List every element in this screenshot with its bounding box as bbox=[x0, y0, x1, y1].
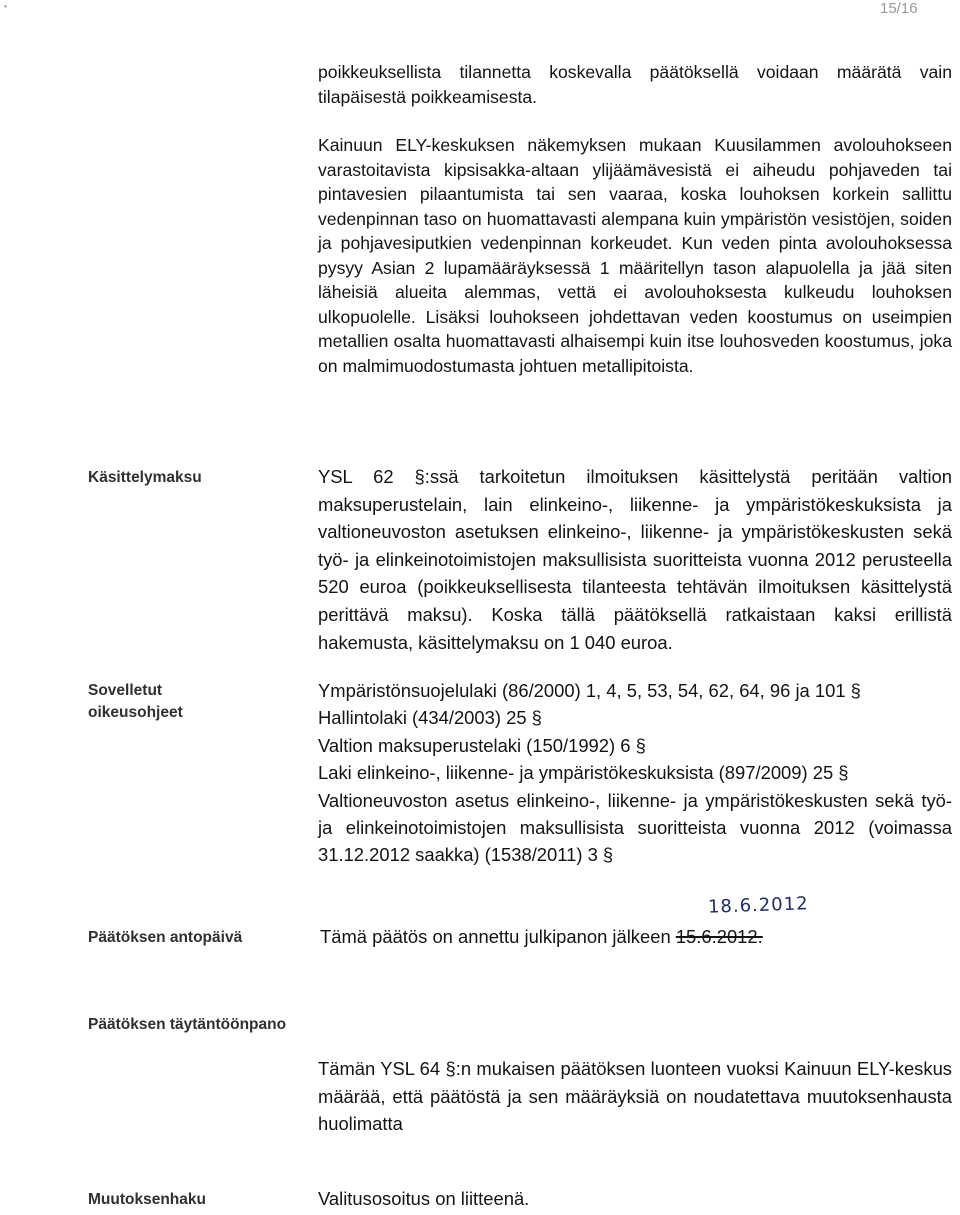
law-item: Ympäristönsuojelulaki (86/2000) 1, 4, 5, 53, 54, 62, 64, 96 ja 101 § bbox=[318, 680, 861, 701]
appeal-heading: Muutoksenhaku bbox=[88, 1191, 206, 1208]
decision-date-line bbox=[320, 926, 763, 948]
applied-law-heading bbox=[88, 680, 183, 724]
law-item: Valtioneuvoston asetus elinkeino-, liikenne- ja ympäristökeskusten sekä työ- ja elinkeinotoimistojen maksullisista suoritteista vuonna 2012 (voimassa 31.12.2012 saakka) (1538/2011) 3 § bbox=[318, 789, 952, 866]
appeal-text: Valitusosoitus on liitteenä. bbox=[318, 1188, 530, 1209]
continuation-paragraph: poikkeuksellista tilannetta koskevalla päätöksellä voidaan määrätä vain tilapäisestä poikkeamisesta. bbox=[318, 62, 952, 107]
enforcement-paragraph: Tämän YSL 64 §:n mukaisen päätöksen luonteen vuoksi Kainuun ELY-keskus määrää, että päätöstä ja sen määräyksiä on noudatettava muutoksenhausta huolimatta bbox=[318, 1058, 952, 1135]
scan-speck: • bbox=[4, 2, 7, 11]
applied-law-heading-line-2: oikeusohjeet bbox=[88, 704, 183, 721]
decision-date-heading: Päätöksen antopäivä bbox=[88, 929, 243, 946]
law-item: Valtion maksuperustelaki (150/1992) 6 § bbox=[318, 734, 646, 756]
fee-heading: Käsittelymaksu bbox=[88, 469, 202, 486]
law-item: Hallintolaki (434/2003) 25 § bbox=[318, 707, 542, 729]
struck-date: 15.6.2012. bbox=[675, 926, 763, 947]
enforcement-heading: Päätöksen täytäntöönpano bbox=[88, 1016, 287, 1033]
applied-law-heading-line-1: Sovelletut bbox=[88, 682, 163, 699]
law-item: Laki elinkeino-, liikenne- ja ympäristökeskuksista (897/2009) 25 § bbox=[318, 762, 849, 784]
ely-statement-paragraph: Kainuun ELY-keskuksen näkemyksen mukaan Kuusilammen avolouhokseen varastoitavista kipsisakka-altaan ylijäämävesistä ei aiheudu pohjaveden tai pintavesien pilaantumista tai sen vaaraa, koska louhoksen korkein sallittu vedenpinnan taso on huomattavasti alempana kuin ympäristön vesistöjen, soiden ja pohjavesiputkien vedenpinnan korkeudet. Kun veden pinta avolouhoksessa pysyy Asian 2 lupamääräyksessä 1 määritellyn tason alapuolella ja jää siten läheisiä alueita alemmas, vettä ei avolouhoksesta kulkeudu louhoksen ulkopuolelle. Lisäksi louhokseen johdettavan veden koostumus on useimpien metallien osalta huomattavasti alhaisempi kuin itse louhosveden koostumus, joka on malmimuodostumasta johtuen metallipitoista. bbox=[318, 135, 952, 376]
handwritten-date: 18.6.2012 bbox=[707, 893, 809, 918]
fee-paragraph: YSL 62 §:ssä tarkoitetun ilmoituksen käsittelystä peritään valtion maksuperustelain, lain elinkeino-, liikenne- ja ympäristökeskuksista ja valtioneuvoston asetuksen elinkeino-, liikenne- ja ympäristökeskusten sekä työ- ja elinkeinotoimistojen maksullisista suoritteista vuonna 2012 perusteella 520 euroa (poikkeuksellisesta tilanteesta tehtävän ilmoituksen käsittelystä perittävä maksu). Koska tällä päätöksellä ratkaistaan kaksi erillistä hakemusta, käsittelymaksu on 1 040 euroa. bbox=[318, 466, 952, 653]
page-number: 15/16 bbox=[880, 0, 918, 17]
decision-date-text: Tämä päätös on annettu julkipanon jälkeen bbox=[320, 926, 671, 947]
applied-law-list bbox=[318, 677, 952, 869]
